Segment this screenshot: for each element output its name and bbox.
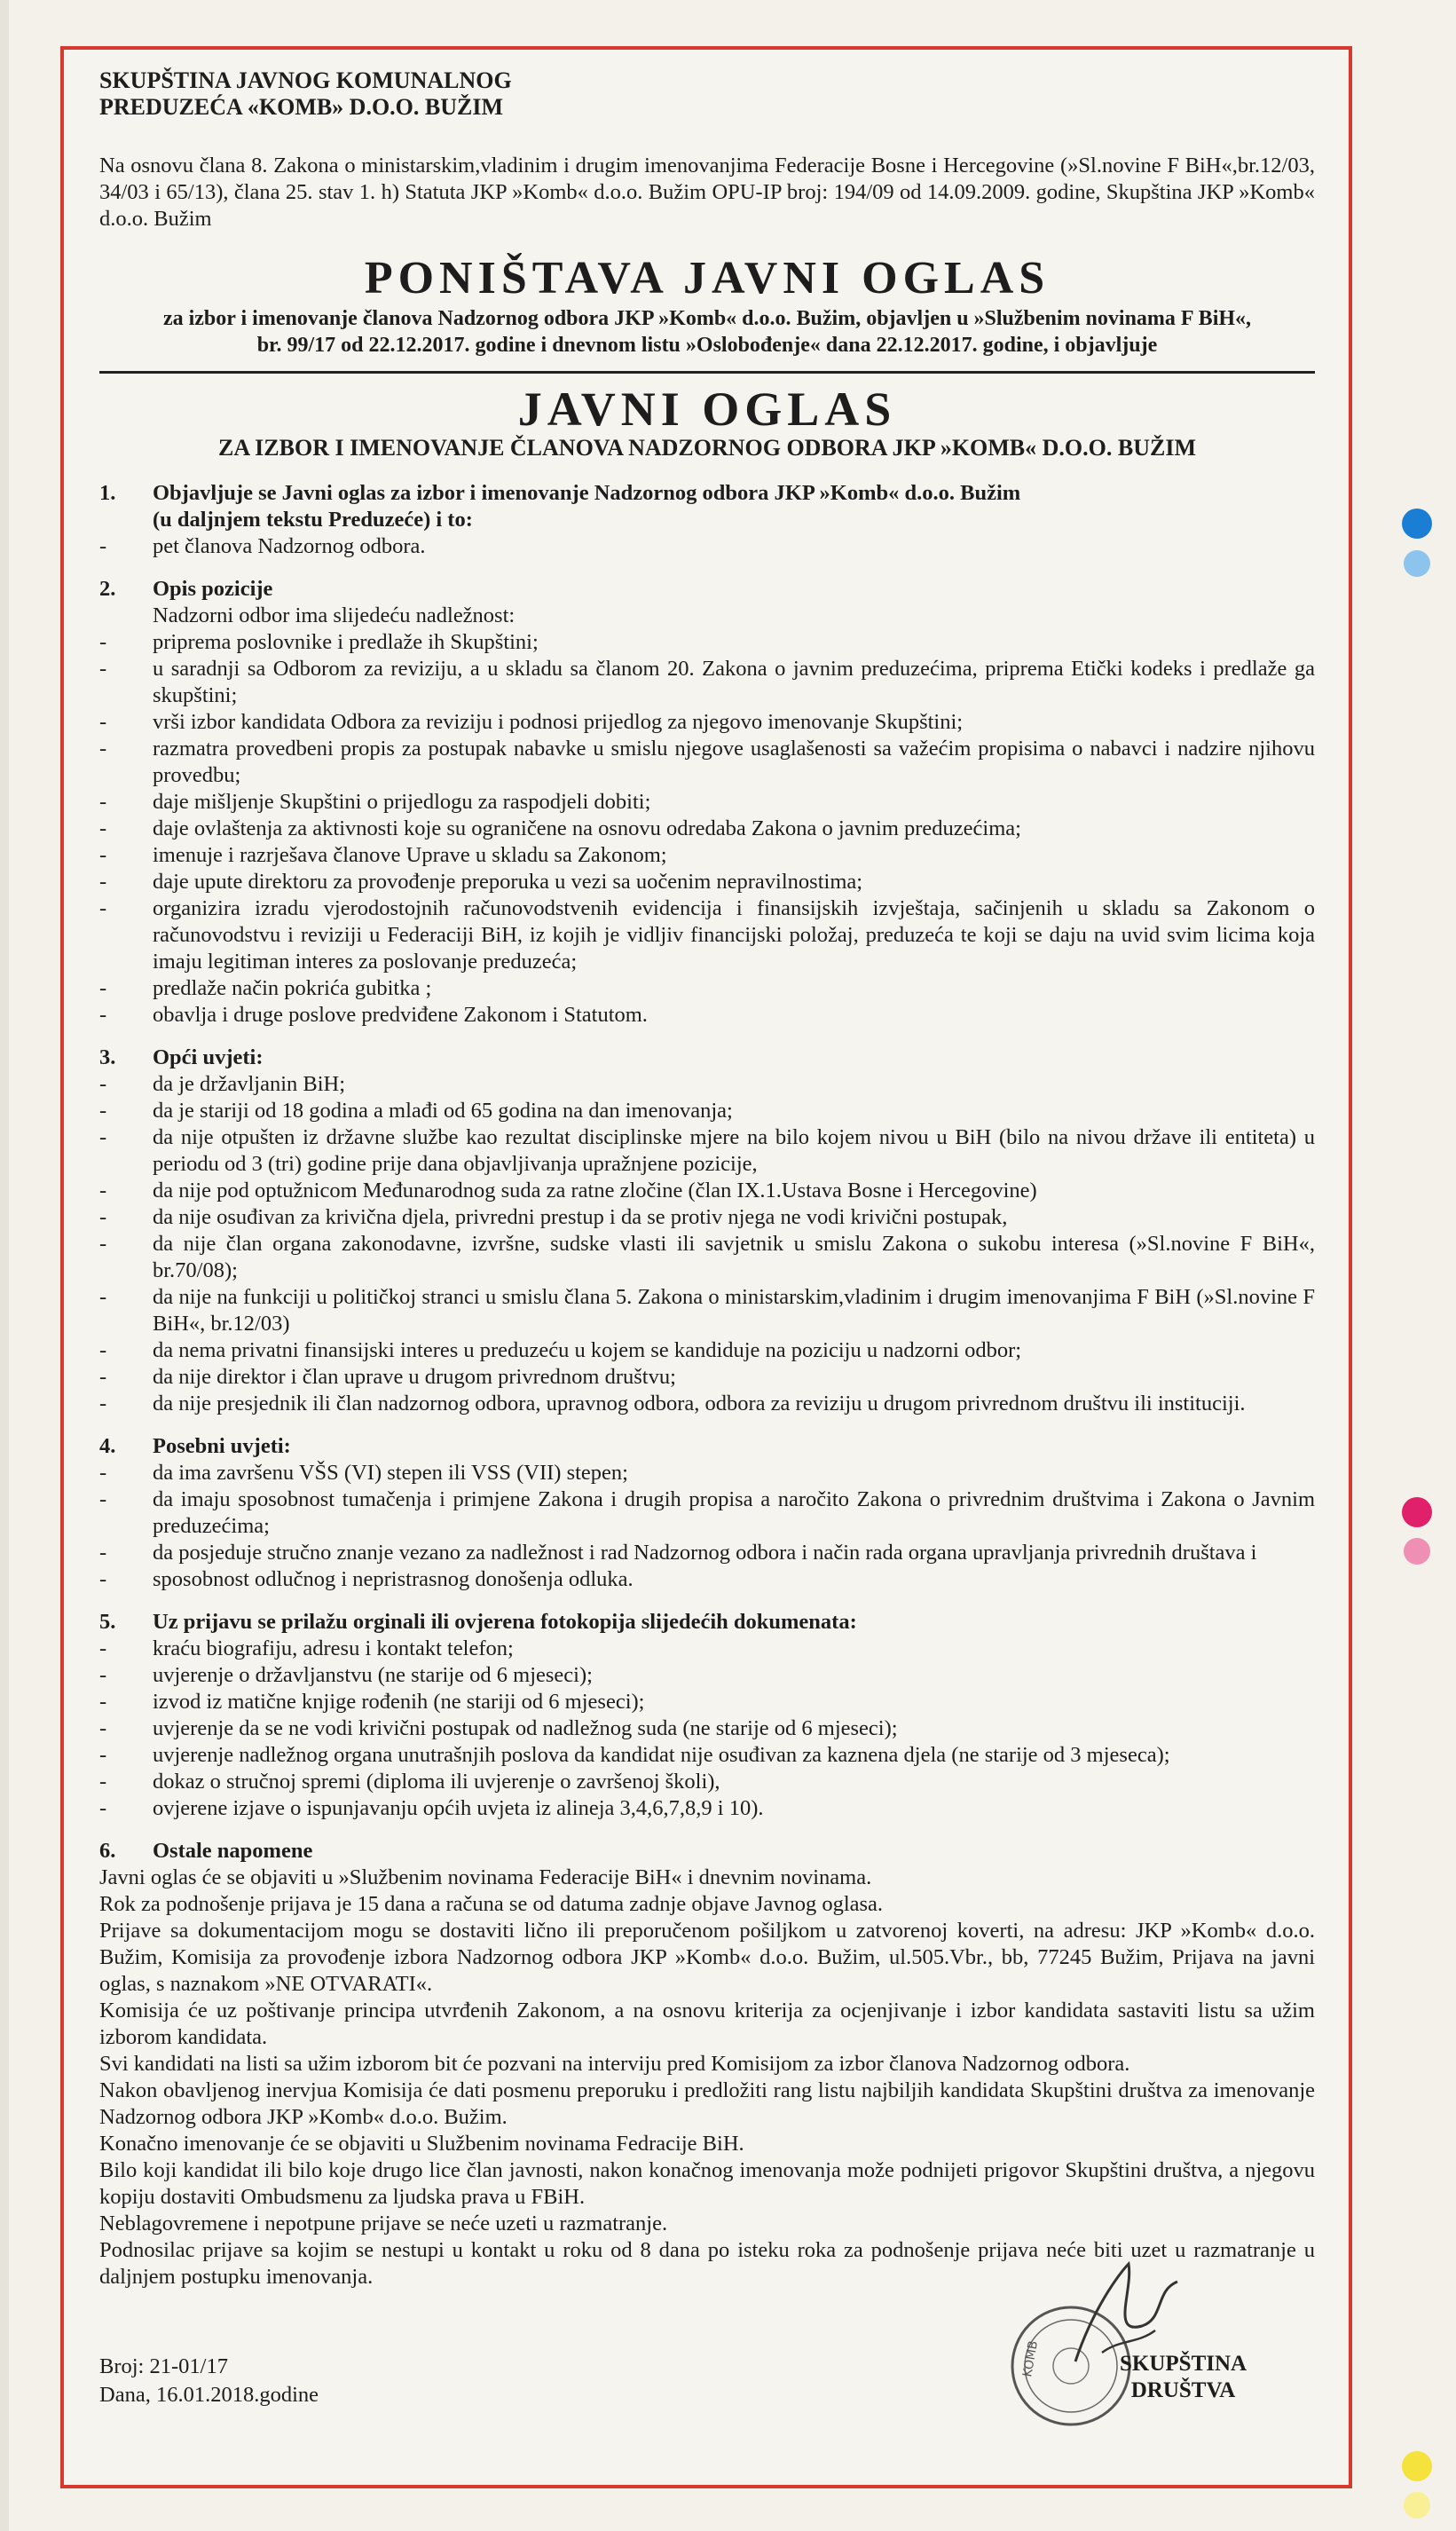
note-paragraph: Konačno imenovanje će se objaviti u Službenim novinama Fedracije BiH. bbox=[99, 2132, 744, 2156]
registration-dot-blue bbox=[1402, 509, 1432, 539]
list-item-text: da nema privatni finansijski interes u preduzeću u kojem se kandiduje na poziciju u nadzorni odbor; bbox=[153, 1338, 1022, 1362]
signatory-line-2: DRUŠTVA bbox=[1130, 2378, 1236, 2402]
section-heading bbox=[99, 1609, 1315, 1636]
list-item bbox=[99, 975, 1315, 1002]
list-item bbox=[99, 1636, 1315, 1662]
section-title: Posebni uvjeti: bbox=[153, 1434, 291, 1458]
section-heading bbox=[99, 1045, 1315, 1071]
dash-bullet-icon: - bbox=[99, 1567, 107, 1591]
registration-dot-yellow bbox=[1402, 2451, 1432, 2481]
dash-bullet-icon: - bbox=[99, 1205, 107, 1229]
list-item bbox=[99, 533, 1315, 560]
list-item-text: daje ovlaštenja za aktivnosti koje su ograničene na osnovu odredaba Zakona o javnim preduzećima; bbox=[153, 816, 1021, 840]
list-item-text: da nije otpušten iz državne službe kao rezultat disciplinske mjere na bilo kojem nivou u BiH (bilo na nivou države ili entiteta) u periodu od 3 (tri) godine prije dana objavljivanja upražnjene pozicije, bbox=[153, 1125, 1315, 1176]
list-item-text: daje mišljenje Skupštini o prijedlogu za raspodjeli dobiti; bbox=[153, 790, 651, 814]
list-item bbox=[99, 1689, 1315, 1715]
list-item-text: da nije presjednik ili član nadzornog odbora, upravnog odbora, odbora za reviziju u drugom privrednom društvu ili instituciji. bbox=[153, 1392, 1246, 1415]
list-item bbox=[99, 1566, 1315, 1593]
dash-bullet-icon: - bbox=[99, 843, 107, 867]
list-item bbox=[99, 842, 1315, 869]
section-number: 4. bbox=[99, 1434, 116, 1458]
section-title: Opis pozicije bbox=[153, 577, 273, 601]
dash-bullet-icon: - bbox=[99, 1770, 107, 1794]
dash-bullet-icon: - bbox=[99, 1487, 107, 1511]
dash-bullet-icon: - bbox=[99, 657, 107, 681]
section-number: 3. bbox=[99, 1045, 116, 1069]
list-item-text: da je stariji od 18 godina a mlađi od 65 godina na dan imenovanja; bbox=[153, 1099, 733, 1123]
list-item bbox=[99, 1098, 1315, 1124]
list-item-text: dokaz o stručnoj spremi (diploma ili uvjerenje o završenoj školi), bbox=[153, 1770, 720, 1794]
list-item bbox=[99, 656, 1315, 709]
oglas-title: JAVNI OGLAS bbox=[517, 382, 897, 436]
list-item bbox=[99, 1364, 1315, 1391]
list-item-text: da je državljanin BiH; bbox=[153, 1072, 346, 1096]
dash-bullet-icon: - bbox=[99, 1743, 107, 1767]
section-heading bbox=[99, 480, 1315, 507]
document-date: Dana, 16.01.2018.godine bbox=[99, 2383, 319, 2407]
note-paragraph: Rok za podnošenje prijava je 15 dana a računa se od datuma zadnje objave Javnog oglasa. bbox=[99, 1892, 884, 1916]
dash-bullet-icon: - bbox=[99, 1690, 107, 1714]
section-4 bbox=[99, 1433, 1315, 1593]
list-item-text: da nije direktor i član uprave u drugom privrednom društvu; bbox=[153, 1365, 676, 1389]
section-heading bbox=[99, 1838, 1315, 1865]
list-item bbox=[99, 1486, 1315, 1540]
dash-bullet-icon: - bbox=[99, 976, 107, 1000]
list-item bbox=[99, 629, 1315, 656]
dash-bullet-icon: - bbox=[99, 1663, 107, 1687]
list-item-text: imenuje i razrješava članove Uprave u skladu sa Zakonom; bbox=[153, 843, 667, 867]
list-item-text: da posjeduje stručno znanje vezano za nadležnost i rad Nadzornog odbora i način rada organa upravljanja privrednih društava i bbox=[153, 1541, 1257, 1565]
list-item bbox=[99, 1071, 1315, 1098]
list-item-text: uvjerenje nadležnog organa unutrašnjih poslova da kandidat nije osuđivan za kaznena djela (ne starije od 3 mjeseca); bbox=[153, 1743, 1170, 1767]
list-item bbox=[99, 709, 1315, 736]
section-2 bbox=[99, 576, 1315, 1029]
list-item bbox=[99, 1002, 1315, 1029]
dash-bullet-icon: - bbox=[99, 737, 107, 761]
dash-bullet-icon: - bbox=[99, 630, 107, 654]
list-item-text: da nije osuđivan za krivična djela, privredni prestup i da se protiv njega ne vodi krivični postupak, bbox=[153, 1205, 1008, 1229]
section-title: Ostale napomene bbox=[153, 1839, 313, 1863]
list-item-text: u saradnji sa Odborom za reviziju, a u skladu sa članom 20. Zakona o javnim preduzećima, priprema Etički kodeks i predlaže ga skupštini; bbox=[153, 657, 1315, 707]
list-item bbox=[99, 1337, 1315, 1364]
list-item-text: sposobnost odlučnog i nepristrasnog donošenja odluka. bbox=[153, 1567, 634, 1591]
note-paragraph: Neblagovremene i nepotpune prijave se neće uzeti u razmatranje. bbox=[99, 2212, 668, 2235]
cancel-title: PONIŠTAVA JAVNI OGLAS bbox=[364, 253, 1051, 304]
note-paragraph: Podnosilac prijave sa kojim se nestupi u kontakt u roku od 8 dana po isteku roka za podnošenje prijava neće biti uzet u razmatranje u daljnjem postupku imenovanja. bbox=[99, 2238, 1315, 2289]
intro-paragraph: Na osnovu člana 8. Zakona o ministarskim,vladinim i drugim imenovanjima Federacije Bosne i Hercegovine (»Sl.novine F BiH«,br.12/03, 34/03 i 65/13), člana 25. stav 1. h) Statuta JKP »Komb« d.o.o. Bužim OPU-IP broj: 194/09 od 14.09.2009. godine, Skupština JKP »Komb« d.o.o. Bužim bbox=[99, 154, 1315, 231]
list-item bbox=[99, 1124, 1315, 1178]
section-3 bbox=[99, 1045, 1315, 1417]
dash-bullet-icon: - bbox=[99, 896, 107, 920]
list-item-text: izvod iz matične knjige rođenih (ne stariji od 6 mjeseci); bbox=[153, 1690, 645, 1714]
list-item-text: pet članova Nadzornog odbora. bbox=[153, 534, 426, 558]
sections bbox=[99, 480, 1315, 1822]
dash-bullet-icon: - bbox=[99, 1232, 107, 1256]
signatory-line-1: SKUPŠTINA bbox=[1120, 2352, 1247, 2376]
list-item bbox=[99, 869, 1315, 895]
list-item bbox=[99, 1231, 1315, 1284]
cancel-line-2: br. 99/17 od 22.12.2017. godine i dnevnom listu »Oslobođenje« dana 22.12.2017. godine, i objavljuje bbox=[256, 334, 1158, 357]
list-item-text: obavlja i druge poslove predviđene Zakonom i Statutom. bbox=[153, 1003, 648, 1027]
section-heading bbox=[99, 1433, 1315, 1460]
dash-bullet-icon: - bbox=[99, 1179, 107, 1202]
note-paragraph: Bilo koji kandidat ili bilo koje drugo lice član javnosti, nakon konačnog imenovanja može podnijeti prigovor Skupštini društva, a njegovu kopiju dostaviti Ombudsmenu za ljudska prava u FBiH. bbox=[99, 2158, 1315, 2209]
list-item-text: da nije na funkciji u političkoj stranci u smislu člana 5. Zakona o ministarskim,vladinim i drugim imenovanjima F BiH (»Sl.novine F BiH«, br.12/03) bbox=[153, 1285, 1315, 1336]
dash-bullet-icon: - bbox=[99, 816, 107, 840]
note-paragraph: Komisija će uz poštivanje principa utvrđenih Zakonom, a na osnovu kriterija za ocjenjivanje i izbor kandidata sastaviti listu sa užim izborom kandidata. bbox=[99, 1999, 1315, 2049]
note-paragraph: Nakon obavljenog inervjua Komisija će dati posmenu preporuku i predložiti rang listu najbiljih kandidata Skupštini društva za imenovanje Nadzornog odbora JKP »Komb« d.o.o. Bužim. bbox=[99, 2078, 1315, 2129]
dash-bullet-icon: - bbox=[99, 1796, 107, 1820]
list-item-text: vrši izbor kandidata Odbora za reviziju i podnosi prijedlog za njegovo imenovanje Skupštini; bbox=[153, 710, 964, 734]
list-item-text: organizira izradu vjerodostojnih računovodstvenih evidencija i finansijskih izvještaja, sačinjenih u skladu sa Zakonom o računovodstvu i reviziji u Federaciji BiH, iz kojih je vidljiv financijski položaj, preduzeća te koji se daju na uvid svim licima koja imaju legitiman interes za poslovanje preduzeća; bbox=[153, 896, 1315, 974]
list-item-text: da nije član organa zakonodavne, izvršne, sudske vlasti ili savjetnik u smislu Zakona o sukobu interesa (»Sl.novine F BiH«, br.70/08); bbox=[153, 1232, 1315, 1282]
list-item-text: ovjerene izjave o ispunjavanju općih uvjeta iz alineja 3,4,6,7,8,9 i 10). bbox=[153, 1796, 764, 1820]
dash-bullet-icon: - bbox=[99, 1365, 107, 1389]
list-item bbox=[99, 1284, 1315, 1337]
list-item-text: uvjerenje da se ne vodi krivični postupak od nadležnog suda (ne starije od 6 mjeseci); bbox=[153, 1716, 898, 1740]
dash-bullet-icon: - bbox=[99, 534, 107, 558]
list-item bbox=[99, 895, 1315, 975]
dash-bullet-icon: - bbox=[99, 790, 107, 814]
list-item bbox=[99, 1204, 1315, 1231]
list-item-text: predlaže način pokrića gubitka ; bbox=[153, 976, 432, 1000]
notice-frame bbox=[60, 46, 1352, 2488]
registration-dot-pink bbox=[1402, 1497, 1432, 1527]
signatory bbox=[1120, 2351, 1247, 2404]
list-item-text: priprema poslovnike i predlaže ih Skupštini; bbox=[153, 630, 539, 654]
list-item bbox=[99, 1178, 1315, 1204]
dash-bullet-icon: - bbox=[99, 1003, 107, 1027]
dash-bullet-icon: - bbox=[99, 1716, 107, 1740]
list-item bbox=[99, 816, 1315, 842]
list-item bbox=[99, 1715, 1315, 1742]
list-item bbox=[99, 1540, 1315, 1566]
section-5 bbox=[99, 1609, 1315, 1822]
list-item bbox=[99, 789, 1315, 816]
list-item-text: kraću biografiju, adresu i kontakt telefon; bbox=[153, 1636, 514, 1660]
section-title: Opći uvjeti: bbox=[153, 1045, 264, 1069]
list-item bbox=[99, 1662, 1315, 1689]
section-6-paragraphs bbox=[99, 1865, 1315, 2291]
note-paragraph: Prijave sa dokumentacijom mogu se dostaviti lično ili preporučenom pošiljkom u zatvorenoj koverti, na adresu: JKP »Komb« d.o.o. Bužim, Komisija za provođenje izbora Nadzornog odbora JKP »Komb« d.o.o. Bužim, ul.505.Vbr., bb, 77245 Bužim, Prijava na javni oglas, s naznakom »NE OTVARATI«. bbox=[99, 1919, 1315, 1996]
paper-edge bbox=[0, 0, 9, 2531]
list-item-text: da imaju sposobnost tumačenja i primjene Zakona i drugih propisa a naročito Zakona o privrednim društvima i Zakona o Javnim preduzećima; bbox=[153, 1487, 1315, 1538]
note-paragraph: Javni oglas će se objaviti u »Službenim novinama Federacije BiH« i dnevnim novinama. bbox=[99, 1865, 872, 1889]
divider bbox=[99, 371, 1315, 374]
dash-bullet-icon: - bbox=[99, 1392, 107, 1415]
publisher-line-2: PREDUZEĆA «KOMB» D.O.O. BUŽIM bbox=[99, 94, 504, 120]
list-item-text: uvjerenje o državljanstvu (ne starije od 6 mjeseci); bbox=[153, 1663, 593, 1687]
list-item-text: da ima završenu VŠS (VI) stepen ili VSS (VII) stepen; bbox=[153, 1461, 628, 1485]
list-item bbox=[99, 1769, 1315, 1795]
dash-bullet-icon: - bbox=[99, 1541, 107, 1565]
list-item-text: da nije pod optužnicom Međunarodnog suda za ratne zločine (član IX.1.Ustava Bosne i Hercegovine) bbox=[153, 1179, 1037, 1202]
dash-bullet-icon: - bbox=[99, 710, 107, 734]
stamp-text: KOMB bbox=[1020, 2339, 1042, 2378]
dash-bullet-icon: - bbox=[99, 1636, 107, 1660]
dash-bullet-icon: - bbox=[99, 1461, 107, 1485]
dash-bullet-icon: - bbox=[99, 870, 107, 894]
section-1 bbox=[99, 480, 1315, 560]
document-number: Broj: 21-01/17 bbox=[99, 2354, 228, 2378]
publisher-line-1: SKUPŠTINA JAVNOG KOMUNALNOG bbox=[99, 67, 512, 93]
dash-bullet-icon: - bbox=[99, 1338, 107, 1362]
section-number: 5. bbox=[99, 1610, 116, 1634]
section-heading bbox=[99, 576, 1315, 603]
section-number: 6. bbox=[99, 1839, 116, 1863]
list-item bbox=[99, 1460, 1315, 1486]
list-item bbox=[99, 1795, 1315, 1822]
registration-dot-light-blue bbox=[1404, 550, 1430, 577]
notice-document bbox=[99, 67, 1315, 2450]
section-title: Uz prijavu se prilažu orginali ili ovjerena fotokopija slijedećih dokumenata: bbox=[153, 1610, 857, 1634]
list-item bbox=[99, 1742, 1315, 1769]
list-item bbox=[99, 736, 1315, 789]
section-number: 2. bbox=[99, 577, 116, 601]
section-title: Objavljuje se Javni oglas za izbor i imenovanje Nadzornog odbora JKP »Komb« d.o.o. Bužim bbox=[153, 481, 1021, 505]
dash-bullet-icon: - bbox=[99, 1125, 107, 1149]
registration-dot-light-pink bbox=[1404, 1538, 1430, 1565]
section-title-continued: (u daljnjem tekstu Preduzeće) i to: bbox=[153, 508, 473, 532]
registration-dot-light-yellow bbox=[1404, 2492, 1430, 2519]
dash-bullet-icon: - bbox=[99, 1072, 107, 1096]
list-item bbox=[99, 1391, 1315, 1417]
cancel-line-1: za izbor i imenovanje članova Nadzornog odbora JKP »Komb« d.o.o. Bužim, objavljen u »Službenim novinama F BiH«, bbox=[162, 307, 1252, 330]
list-item-text: razmatra provedbeni propis za postupak nabavke u smislu njegove usaglašenosti sa važećim propisima o nabavci i nadzire njihovu provedbu; bbox=[153, 737, 1315, 787]
section-number: 1. bbox=[99, 481, 116, 505]
footer bbox=[99, 2339, 1315, 2450]
note-paragraph: Svi kandidati na listi sa užim izborom bit će pozvani na interviju pred Komisijom za izbor članova Nadzornog odbora. bbox=[99, 2052, 1130, 2076]
oglas-subtitle: ZA IZBOR I IMENOVANJE ČLANOVA NADZORNOG ODBORA JKP »KOMB« D.O.O. BUŽIM bbox=[217, 435, 1196, 461]
section-intro-text: Nadzorni odbor ima slijedeću nadležnost: bbox=[153, 603, 516, 627]
dash-bullet-icon: - bbox=[99, 1285, 107, 1309]
section-6 bbox=[99, 1838, 1315, 2291]
dash-bullet-icon: - bbox=[99, 1099, 107, 1123]
list-item-text: daje upute direktoru za provođenje preporuka u vezi sa uočenim nepravilnostima; bbox=[153, 870, 863, 894]
